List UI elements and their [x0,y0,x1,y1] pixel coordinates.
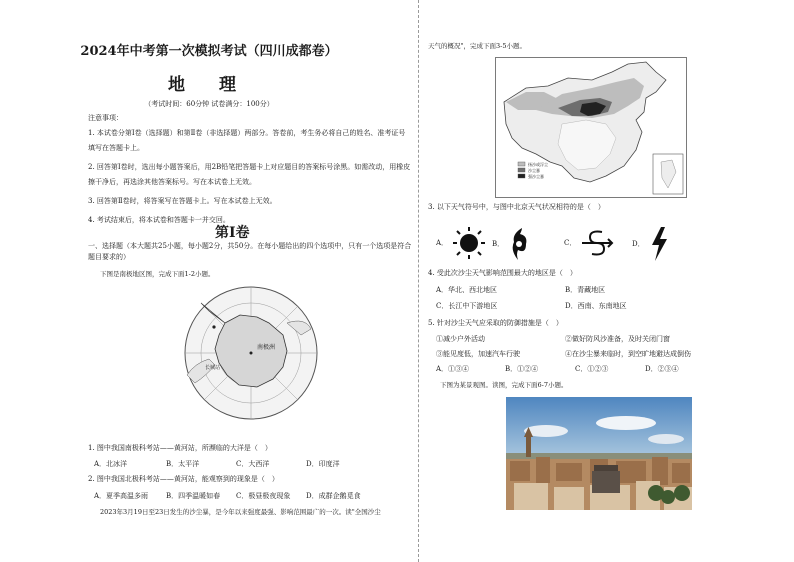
map-intro: 下图是南极地区图，完成下面1-2小题。 [100,270,215,278]
q4-option-a[interactable]: A．华北、西北地区 [436,286,498,294]
q1-option-c[interactable]: C．大西洋 [236,460,270,468]
q3-option-c[interactable] [564,228,614,258]
thunderstorm-icon [649,226,669,262]
note-item: 擦干净后，再选涂其他答案标号。写在本试卷上无效。 [88,178,256,186]
q2-option-a[interactable]: A．夏季高温多雨 [94,492,149,500]
q5-option-b[interactable]: B．①②④ [505,365,539,373]
note-item: 填写在答题卡上。 [88,144,144,152]
city-photo-drawing [506,397,692,510]
city-landscape-photo [506,397,692,510]
note-item: 2. 回答第Ⅰ卷时，选出每小题答案后，用2B铅笔把答题卡上对应题目的答案标号涂黑。如需改动，用橡皮 [88,163,411,171]
legend-dust-light: 扬沙或浮尘 [528,162,548,167]
q5-option-c[interactable]: C．①②③ [575,365,609,373]
q5-option-a[interactable]: A．①③④ [436,365,470,373]
q2-stem: 2. 图中我国北极科考站——黄河站，能观察到的现象是（ ） [88,475,279,483]
exam-title: 2024年中考第一次模拟考试（四川成都卷） [80,44,338,59]
q3-option-a-label: A． [436,239,449,247]
q67-intro: 下图为某景观图。读图，完成下面6-7小题。 [440,381,568,389]
note-item: 4. 考试结束后，将本试卷和答题卡一并交回。 [88,216,230,224]
volume-heading: 第Ⅰ卷 [215,225,250,241]
china-dust-map [495,57,687,198]
q3-option-b-label: B． [492,240,505,248]
q5-item-1: ①减少户外活动 [436,335,485,343]
section-line: 题目要求的） [88,253,130,261]
q5-option-d[interactable]: D．②③④ [645,365,679,373]
q5-item-2: ②做好防风沙准备，及时关闭门窗 [565,335,670,343]
legend-dust-dark: 强沙尘暴 [528,174,544,179]
section-instructions [88,241,414,263]
q4-stem: 4. 受此次沙尘天气影响范围最大的地区是（ ） [428,269,577,277]
sandstorm-icon [580,228,614,258]
q3-option-d[interactable] [632,226,669,262]
q5-item-3: ③能见度低，加速汽车行驶 [436,350,520,358]
section-line: 一、选择题（本大题共25小题，每小题2分，共50分。在每小题给出的四个选项中，只有一个选项是符合 [88,242,412,250]
sun-icon [452,226,486,260]
notes-heading: 注意事项： [88,114,123,122]
note-item: 3. 回答第Ⅱ卷时，将答案写在答题卡上。写在本试卷上无效。 [88,197,277,205]
q1-option-b[interactable]: B．太平洋 [166,460,200,468]
q4-option-c[interactable]: C．长江中下游地区 [436,302,498,310]
q4-option-d[interactable]: D．西南、东南地区 [565,302,627,310]
q2-option-c[interactable]: C．极昼极夜现象 [236,492,291,500]
q1-option-d[interactable]: D．印度洋 [306,460,340,468]
china-map-drawing [496,58,686,197]
svg-text:南极洲: 南极洲 [257,344,276,351]
fold-line [418,0,419,562]
q3-option-b[interactable] [492,226,530,262]
passage-continued: 天气的概况"，完成下面3-5小题。 [428,42,526,50]
typhoon-icon [508,226,530,262]
notes-list [88,128,414,226]
antarctica-map [165,283,337,423]
subject-title: 地 理 [168,75,250,95]
q2-option-d[interactable]: D．成群企鹅觅食 [306,492,361,500]
q3-option-c-label: C． [564,239,577,247]
note-item: 1. 本试卷分第Ⅰ卷（选择题）和第Ⅱ卷（非选择题）两部分。答卷前，考生务必将自己的姓名、准考证号 [88,129,406,137]
passage-sandstorm: 2023年3月19日至23日发生的沙尘暴，是今年以来强度最强、影响范围最广的一次。读"全国沙尘 [100,508,381,516]
exam-meta: （考试时间：60分钟 试卷满分：100分） [144,100,274,108]
q1-option-a[interactable]: A．北冰洋 [94,460,128,468]
legend-dust-mid: 沙尘暴 [528,168,540,173]
q5-stem: 5. 针对沙尘天气应采取的防御措施是（ ） [428,319,563,327]
q2-option-b[interactable]: B．四季温暖如春 [166,492,221,500]
svg-text:长城站: 长城站 [205,365,221,371]
q3-option-d-label: D． [632,240,645,248]
q4-option-b[interactable]: B．青藏地区 [565,286,606,294]
q3-stem: 3. 以下天气符号中，与图中北京天气状况相符的是（ ） [428,203,605,211]
q3-option-a[interactable] [436,226,486,260]
q5-item-4: ④在沙尘暴来临时，到空旷地避达成倒伤 [565,350,691,358]
q1-stem: 1. 图中我国南极科考站——黄河站，所濒临的大洋是（ ） [88,444,272,452]
